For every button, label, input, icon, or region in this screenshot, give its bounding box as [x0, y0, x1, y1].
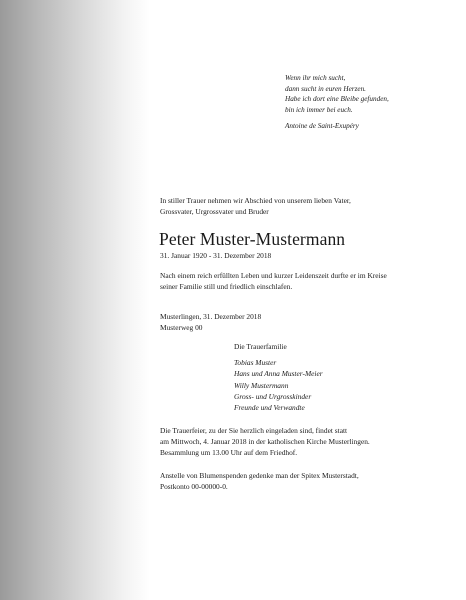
- intro-line: In stiller Trauer nehmen wir Abschied von unserem lieben Vater,: [160, 196, 351, 205]
- family-member: Freunde und Verwandte: [234, 403, 305, 413]
- address: Musterweg 00: [160, 323, 203, 332]
- deceased-name: Peter Muster-Mustermann: [159, 229, 346, 249]
- service-line: Die Trauerfeier, zu der Sie herzlich eingeladen sind, findet statt: [160, 426, 348, 435]
- place-date: Musterlingen, 31. Dezember 2018: [160, 312, 262, 321]
- poem-line: dann sucht in euren Herzen.: [285, 84, 366, 93]
- poem-line: bin ich immer bei euch.: [285, 105, 353, 114]
- family-heading: Die Trauerfamilie: [234, 342, 287, 351]
- passing-text: [160, 270, 387, 292]
- family-member: Hans und Anna Muster-Meier: [234, 369, 323, 379]
- donation-info: [160, 470, 359, 492]
- place-date-address: [160, 311, 261, 333]
- poem-line: Wenn ihr mich sucht,: [285, 74, 346, 82]
- life-dates: 31. Januar 1920 - 31. Dezember 2018: [160, 251, 272, 260]
- donation-line: Postkonto 00-00000-0.: [160, 482, 228, 491]
- mourning-family: [234, 341, 323, 413]
- passing-line: Nach einem reich erfüllten Leben und kurzer Leidenszeit durfte er im Kreise: [160, 271, 387, 280]
- donation-line: Anstelle von Blumenspenden gedenke man der Spitex Musterstadt,: [160, 471, 359, 480]
- funeral-service-info: [160, 425, 370, 458]
- service-line: Besammlung um 13.00 Uhr auf dem Friedhof.: [160, 448, 298, 457]
- service-line: am Mittwoch, 4. Januar 2018 in der katholischen Kirche Musterlingen.: [160, 437, 370, 446]
- family-member: Gross- und Urgrosskinder: [234, 391, 312, 401]
- poem-author: Antoine de Saint-Exupéry: [285, 122, 359, 131]
- intro-line: Grossvater, Urgrossvater und Bruder: [160, 207, 269, 216]
- passing-line: seiner Familie still und friedlich einschlafen.: [160, 282, 293, 291]
- poem-quote: [285, 73, 389, 132]
- family-member: Willy Mustermann: [234, 380, 289, 390]
- family-member: Tobias Muster: [234, 358, 277, 368]
- intro-text: [160, 195, 351, 217]
- poem-line: Habe ich dort eine Bleibe gefunden,: [285, 95, 389, 104]
